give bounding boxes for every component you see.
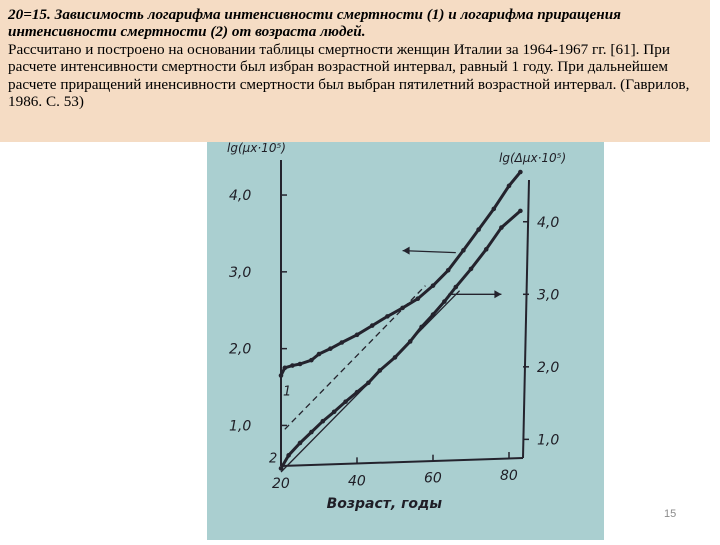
figure-title: 20=15. Зависимость логарифма интенсивности смертности (1) и логарифма приращения интенсивности смертности (2) от возраста людей. [8,6,621,41]
series-2-point-8 [366,380,371,385]
series-2-point-6 [343,399,348,404]
figure-description: Рассчитано и построено на основании таблицы смертности женщин Италии за 1964-1967 гг. [61]. При расчете интенсивности смертности был избран возрастной интервал, равный 1 году. При дальнейшем расчете приращений иненсивности смертности был выбран пятилетний возрастной интервал. (Гаврилов, 1986. С. 53) [8,40,690,111]
series-1-point-15 [461,248,466,253]
series-2-point-5 [332,409,337,414]
series-1-point-4 [309,358,314,363]
left-y-tick-label-4,0: 4,0 [229,188,252,205]
curve-label-1: 1 [283,384,292,400]
series-1-point-16 [476,227,481,232]
x-axis-title: Возраст, годы [326,496,443,512]
series-1-point-19 [518,170,523,175]
series-1-point-18 [507,184,512,189]
series-1-point-9 [370,323,375,328]
x-tick-label-80: 80 [500,468,518,485]
series-1-point-14 [446,268,451,273]
mortality-chart [207,142,604,540]
series-1-point-7 [340,340,345,345]
series-1-point-11 [400,306,405,311]
x-tick-label-40: 40 [348,473,366,490]
series-2-point-15 [454,285,459,290]
series-1-point-5 [317,352,322,357]
series-1-point-3 [298,362,303,367]
series-2-point-10 [393,355,398,360]
series-1-point-12 [416,296,421,301]
left-y-tick-label-3,0: 3,0 [229,264,252,281]
series-2-point-16 [469,267,474,272]
series-1-point-8 [355,333,360,338]
series-1-point-6 [328,346,333,351]
page-number: 15 [664,508,677,520]
series-2-point-2 [298,441,303,446]
series-2-point-14 [442,299,447,304]
series-2-point-3 [309,430,314,435]
x-tick-label-60: 60 [424,470,442,487]
curve-label-2: 2 [269,451,278,467]
series-1-point-10 [385,314,390,319]
series-1-point-0 [279,373,284,378]
series-2-point-4 [321,419,326,424]
series-1-point-2 [290,363,295,368]
right-y-tick-label-1,0: 1,0 [537,432,560,449]
series-2-point-19 [518,209,523,214]
figure-photo [207,142,604,540]
series-1-point-1 [283,366,288,371]
right-y-tick-label-2,0: 2,0 [537,359,560,376]
right-y-tick-label-3,0: 3,0 [537,287,560,304]
series-1-point-17 [492,207,497,212]
series-2-point-13 [431,312,436,317]
series-2-point-1 [286,453,291,458]
left-axis-title: lg(μx·10⁵) [227,142,286,155]
right-y-tick-label-4,0: 4,0 [537,214,560,231]
series-2-point-0 [279,466,284,471]
photo-background [207,142,604,540]
series-2-point-7 [355,390,360,395]
series-2-point-11 [408,339,413,344]
x-tick-label-20: 20 [272,476,290,492]
series-1-point-13 [431,283,436,288]
series-2-point-9 [378,368,383,373]
series-2-point-17 [484,247,489,252]
series-2-point-18 [499,225,504,230]
slide-caption [0,0,710,142]
right-axis-title: lg(Δμx·10⁵) [499,151,567,165]
left-y-tick-label-1,0: 1,0 [229,418,252,435]
series-2-point-12 [419,325,424,330]
left-y-tick-label-2,0: 2,0 [229,341,252,358]
